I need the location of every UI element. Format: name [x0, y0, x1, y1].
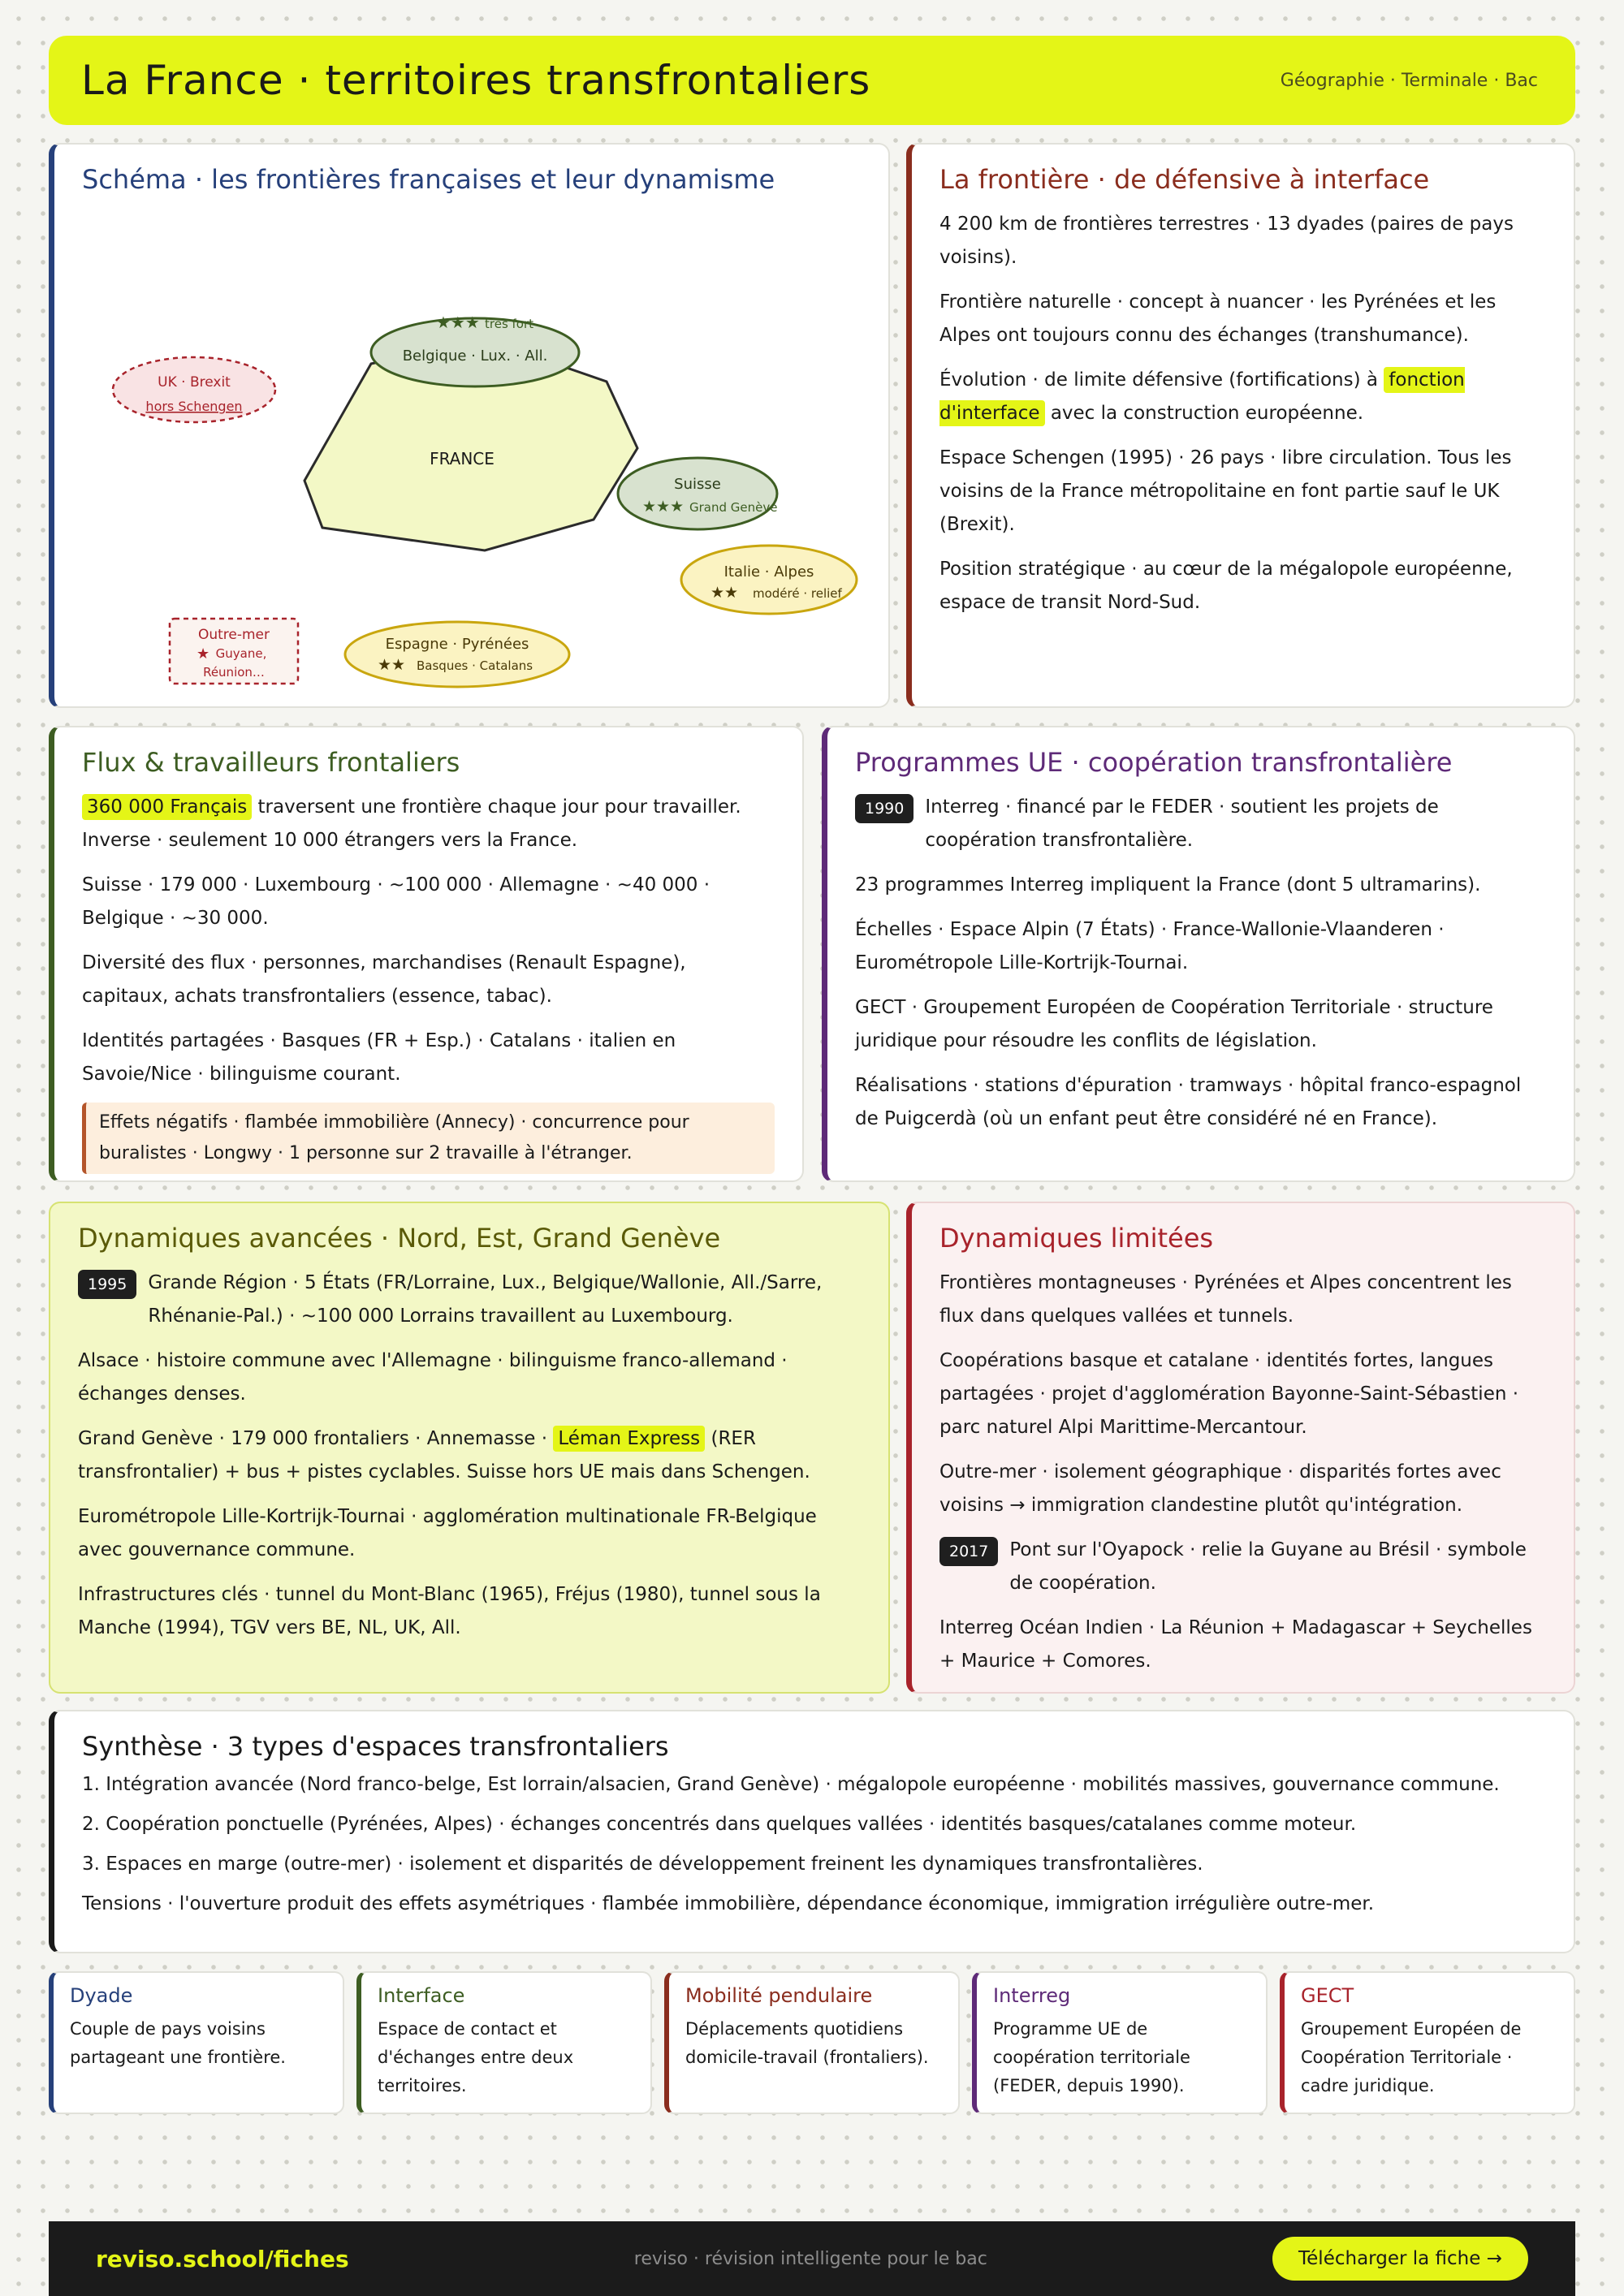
- schema-title: Schéma · les frontières françaises et leur dynamisme: [82, 164, 775, 195]
- glossary-definition: Déplacements quotidiens domicile-travail (frontaliers).: [685, 2019, 929, 2067]
- limitees-p1: Frontières montagneuses · Pyrénées et Alpes concentrent les flux dans quelques vallées et tunnels.: [939, 1272, 1512, 1327]
- france-label: FRANCE: [430, 449, 495, 468]
- subject-tags: Géographie · Terminale · Bac: [1280, 70, 1538, 91]
- synthese-p4: Tensions · l'ouverture produit des effets asymétriques · flambée immobilière, dépendance économique, immigration irrégulière outre-mer.: [82, 1893, 1375, 1914]
- outremer-note1: Guyane,: [215, 646, 267, 661]
- avancees-p1: 1995 Grande Région · 5 États (FR/Lorraine, Lux., Belgique/Wallonie, All./Sarre, Rhénanie-Pal.) · ~100 000 Lorrains travaillent au Luxembourg.: [78, 1267, 861, 1333]
- glossary-term: Interface: [378, 1984, 465, 2007]
- synthese-p2: 2. Coopération ponctuelle (Pyrénées, Alpes) · échanges concentrés dans quelques vallées · identités basques/catalanes comme moteur.: [82, 1814, 1357, 1835]
- frontiere-p3: Évolution · de limite défensive (fortifications) à fonction d'interface avec la construction européenne.: [939, 364, 1546, 430]
- download-button[interactable]: Télécharger la fiche →: [1272, 2237, 1528, 2281]
- synthese-card: [49, 1710, 1575, 1953]
- page-header: [49, 36, 1575, 125]
- espagne-label: Espagne · Pyrénées: [385, 636, 529, 653]
- glossary-card-interface: [356, 1971, 652, 2114]
- glossary-term: Mobilité pendulaire: [685, 1984, 873, 2007]
- suisse-zone: [618, 458, 777, 529]
- synthese-title: Synthèse · 3 types d'espaces transfrontaliers: [82, 1731, 669, 1762]
- limitees-p2: Coopérations basque et catalane · identités fortes, langues partagées · projet d'agglomération Bayonne-Saint-Sébastien · parc naturel Alpi Marittime-Mercantour.: [939, 1350, 1519, 1438]
- outremer-note2: Réunion…: [203, 665, 265, 680]
- avancees-card: [49, 1202, 890, 1694]
- flux-title: Flux & travailleurs frontaliers: [82, 747, 460, 778]
- limitees-title: Dynamiques limitées: [939, 1223, 1214, 1254]
- espagne-stars: ★★: [378, 656, 406, 674]
- programmes-title: Programmes UE · coopération transfrontalière: [855, 747, 1453, 778]
- limitees-p5: Interreg Océan Indien · La Réunion + Madagascar + Seychelles + Maurice + Comores.: [939, 1617, 1532, 1672]
- limitees-p3: Outre-mer · isolement géographique · disparités fortes avec voisins → immigration clandestine plutôt qu'intégration.: [939, 1461, 1501, 1516]
- programmes-p4: GECT · Groupement Européen de Coopération Territoriale · structure juridique pour résoudre les conflits de législation.: [855, 997, 1493, 1051]
- glossary-card-interreg: [972, 1971, 1268, 2114]
- negative-effects-callout: Effets négatifs · flambée immobilière (Annecy) · concurrence pour buralistes · Longwy · 1 personne sur 2 travaille à l'étranger.: [82, 1103, 775, 1174]
- flux-p3: Diversité des flux · personnes, marchandises (Renault Espagne), capitaux, achats transfrontaliers (essence, tabac).: [82, 952, 686, 1007]
- belgique-stars: ★★★: [436, 313, 480, 332]
- schema-card: [49, 143, 890, 708]
- glossary-term: Dyade: [70, 1984, 133, 2007]
- programmes-p5: Réalisations · stations d'épuration · tramways · hôpital franco-espagnol de Puigcerdà (où un enfant peut être considéré né en France).: [855, 1075, 1522, 1129]
- suisse-label: Suisse: [674, 476, 721, 493]
- avancees-p2: Alsace · histoire commune avec l'Allemagne · bilinguisme franco-allemand · échanges denses.: [78, 1350, 788, 1405]
- italie-note: modéré · relief: [753, 586, 842, 601]
- avancees-p3: Grand Genève · 179 000 frontaliers · Annemasse · Léman Express (RER transfrontalier) + bus + pistes cyclables. Suisse hors UE mais dans Schengen.: [78, 1422, 861, 1489]
- frontiere-card: [906, 143, 1575, 708]
- glossary-term: GECT: [1301, 1984, 1354, 2007]
- programmes-p2: 23 programmes Interreg impliquent la France (dont 5 ultramarins).: [855, 874, 1481, 896]
- year-badge: 2017: [939, 1537, 998, 1566]
- flux-p2: Suisse · 179 000 · Luxembourg · ~100 000 · Allemagne · ~40 000 · Belgique · ~30 000.: [82, 874, 710, 929]
- glossary-definition: Groupement Européen de Coopération Territoriale · cadre juridique.: [1301, 2019, 1522, 2095]
- highlight-interface: fonction d'interface: [939, 367, 1465, 426]
- frontiere-p5: Position stratégique · au cœur de la mégalopole européenne, espace de transit Nord-Sud.: [939, 559, 1513, 613]
- frontiere-title: La frontière · de défensive à interface: [939, 164, 1430, 195]
- glossary-term: Interreg: [993, 1984, 1071, 2007]
- avancees-title: Dynamiques avancées · Nord, Est, Grand Genève: [78, 1223, 721, 1254]
- belgique-label: Belgique · Lux. · All.: [402, 347, 548, 365]
- outremer-label: Outre-mer: [197, 627, 270, 643]
- glossary-card-mobilite: [664, 1971, 960, 2114]
- italie-stars: ★★: [710, 584, 739, 602]
- outremer-star: ★: [197, 645, 210, 662]
- espagne-note: Basques · Catalans: [417, 658, 533, 673]
- programmes-p3: Échelles · Espace Alpin (7 États) · France-Wallonie-Vlaanderen · Eurométropole Lille-Kortrijk-Tournai.: [855, 919, 1445, 973]
- glossary-definition: Espace de contact et d'échanges entre deux territoires.: [378, 2019, 574, 2095]
- avancees-p4: Eurométropole Lille-Kortrijk-Tournai · agglomération multinationale FR-Belgique avec gouvernance commune.: [78, 1506, 817, 1560]
- flux-p4: Identités partagées · Basques (FR + Esp.) · Catalans · italien en Savoie/Nice · bilinguisme courant.: [82, 1030, 676, 1085]
- highlight-leman-express: Léman Express: [553, 1426, 705, 1452]
- borders-diagram: [79, 219, 858, 690]
- page-footer: [49, 2221, 1575, 2296]
- avancees-p5: Infrastructures clés · tunnel du Mont-Blanc (1965), Fréjus (1980), tunnel sous la Manche (1994), TGV vers BE, NL, UK, All.: [78, 1584, 821, 1638]
- belgique-note: très fort: [485, 317, 534, 331]
- limitees-card: [906, 1202, 1575, 1694]
- frontiere-p4: Espace Schengen (1995) · 26 pays · libre circulation. Tous les voisins de la France métropolitaine en font partie sauf le UK (Brexit).: [939, 447, 1512, 535]
- uk-note: hors Schengen: [145, 399, 243, 414]
- frontiere-p1: 4 200 km de frontières terrestres · 13 dyades (paires de pays voisins).: [939, 214, 1514, 268]
- programmes-card: [822, 726, 1575, 1182]
- site-link[interactable]: reviso.school/fiches: [96, 2245, 349, 2272]
- frontiere-p2: Frontière naturelle · concept à nuancer · les Pyrénées et les Alpes ont toujours connu des échanges (transhumance).: [939, 291, 1497, 346]
- flux-card: [49, 726, 804, 1182]
- limitees-p4: 2017 Pont sur l'Oyapock · relie la Guyane au Brésil · symbole de coopération.: [939, 1534, 1546, 1600]
- glossary-card-gect: [1280, 1971, 1575, 2114]
- highlight-francais: 360 000 Français: [82, 794, 252, 820]
- year-badge: 1995: [78, 1270, 136, 1299]
- suisse-stars: ★★★: [642, 498, 685, 516]
- espagne-zone: [345, 622, 569, 687]
- footer-tagline: reviso · révision intelligente pour le bac: [633, 2248, 987, 2269]
- page-title: La France · territoires transfrontaliers: [81, 57, 871, 104]
- suisse-note: Grand Genève: [689, 500, 778, 515]
- uk-label: UK · Brexit: [158, 374, 231, 391]
- programmes-p1: 1990 Interreg · financé par le FEDER · soutient les projets de coopération transfrontalière.: [855, 791, 1546, 857]
- year-badge: 1990: [855, 794, 914, 823]
- glossary-definition: Programme UE de coopération territoriale (FEDER, depuis 1990).: [993, 2019, 1190, 2095]
- glossary-definition: Couple de pays voisins partageant une frontière.: [70, 2019, 286, 2067]
- synthese-p3: 3. Espaces en marge (outre-mer) · isolement et disparités de développement freinent les dynamiques transfrontalières.: [82, 1854, 1203, 1875]
- italie-label: Italie · Alpes: [723, 563, 814, 580]
- flux-p1: 360 000 Français traversent une frontière chaque jour pour travailler. Inverse · seulement 10 000 étrangers vers la France.: [82, 791, 775, 857]
- glossary-card-dyade: [49, 1971, 344, 2114]
- synthese-p1: 1. Intégration avancée (Nord franco-belge, Est lorrain/alsacien, Grand Genève) · mégalopole européenne · mobilités massives, gouvernance commune.: [82, 1774, 1500, 1795]
